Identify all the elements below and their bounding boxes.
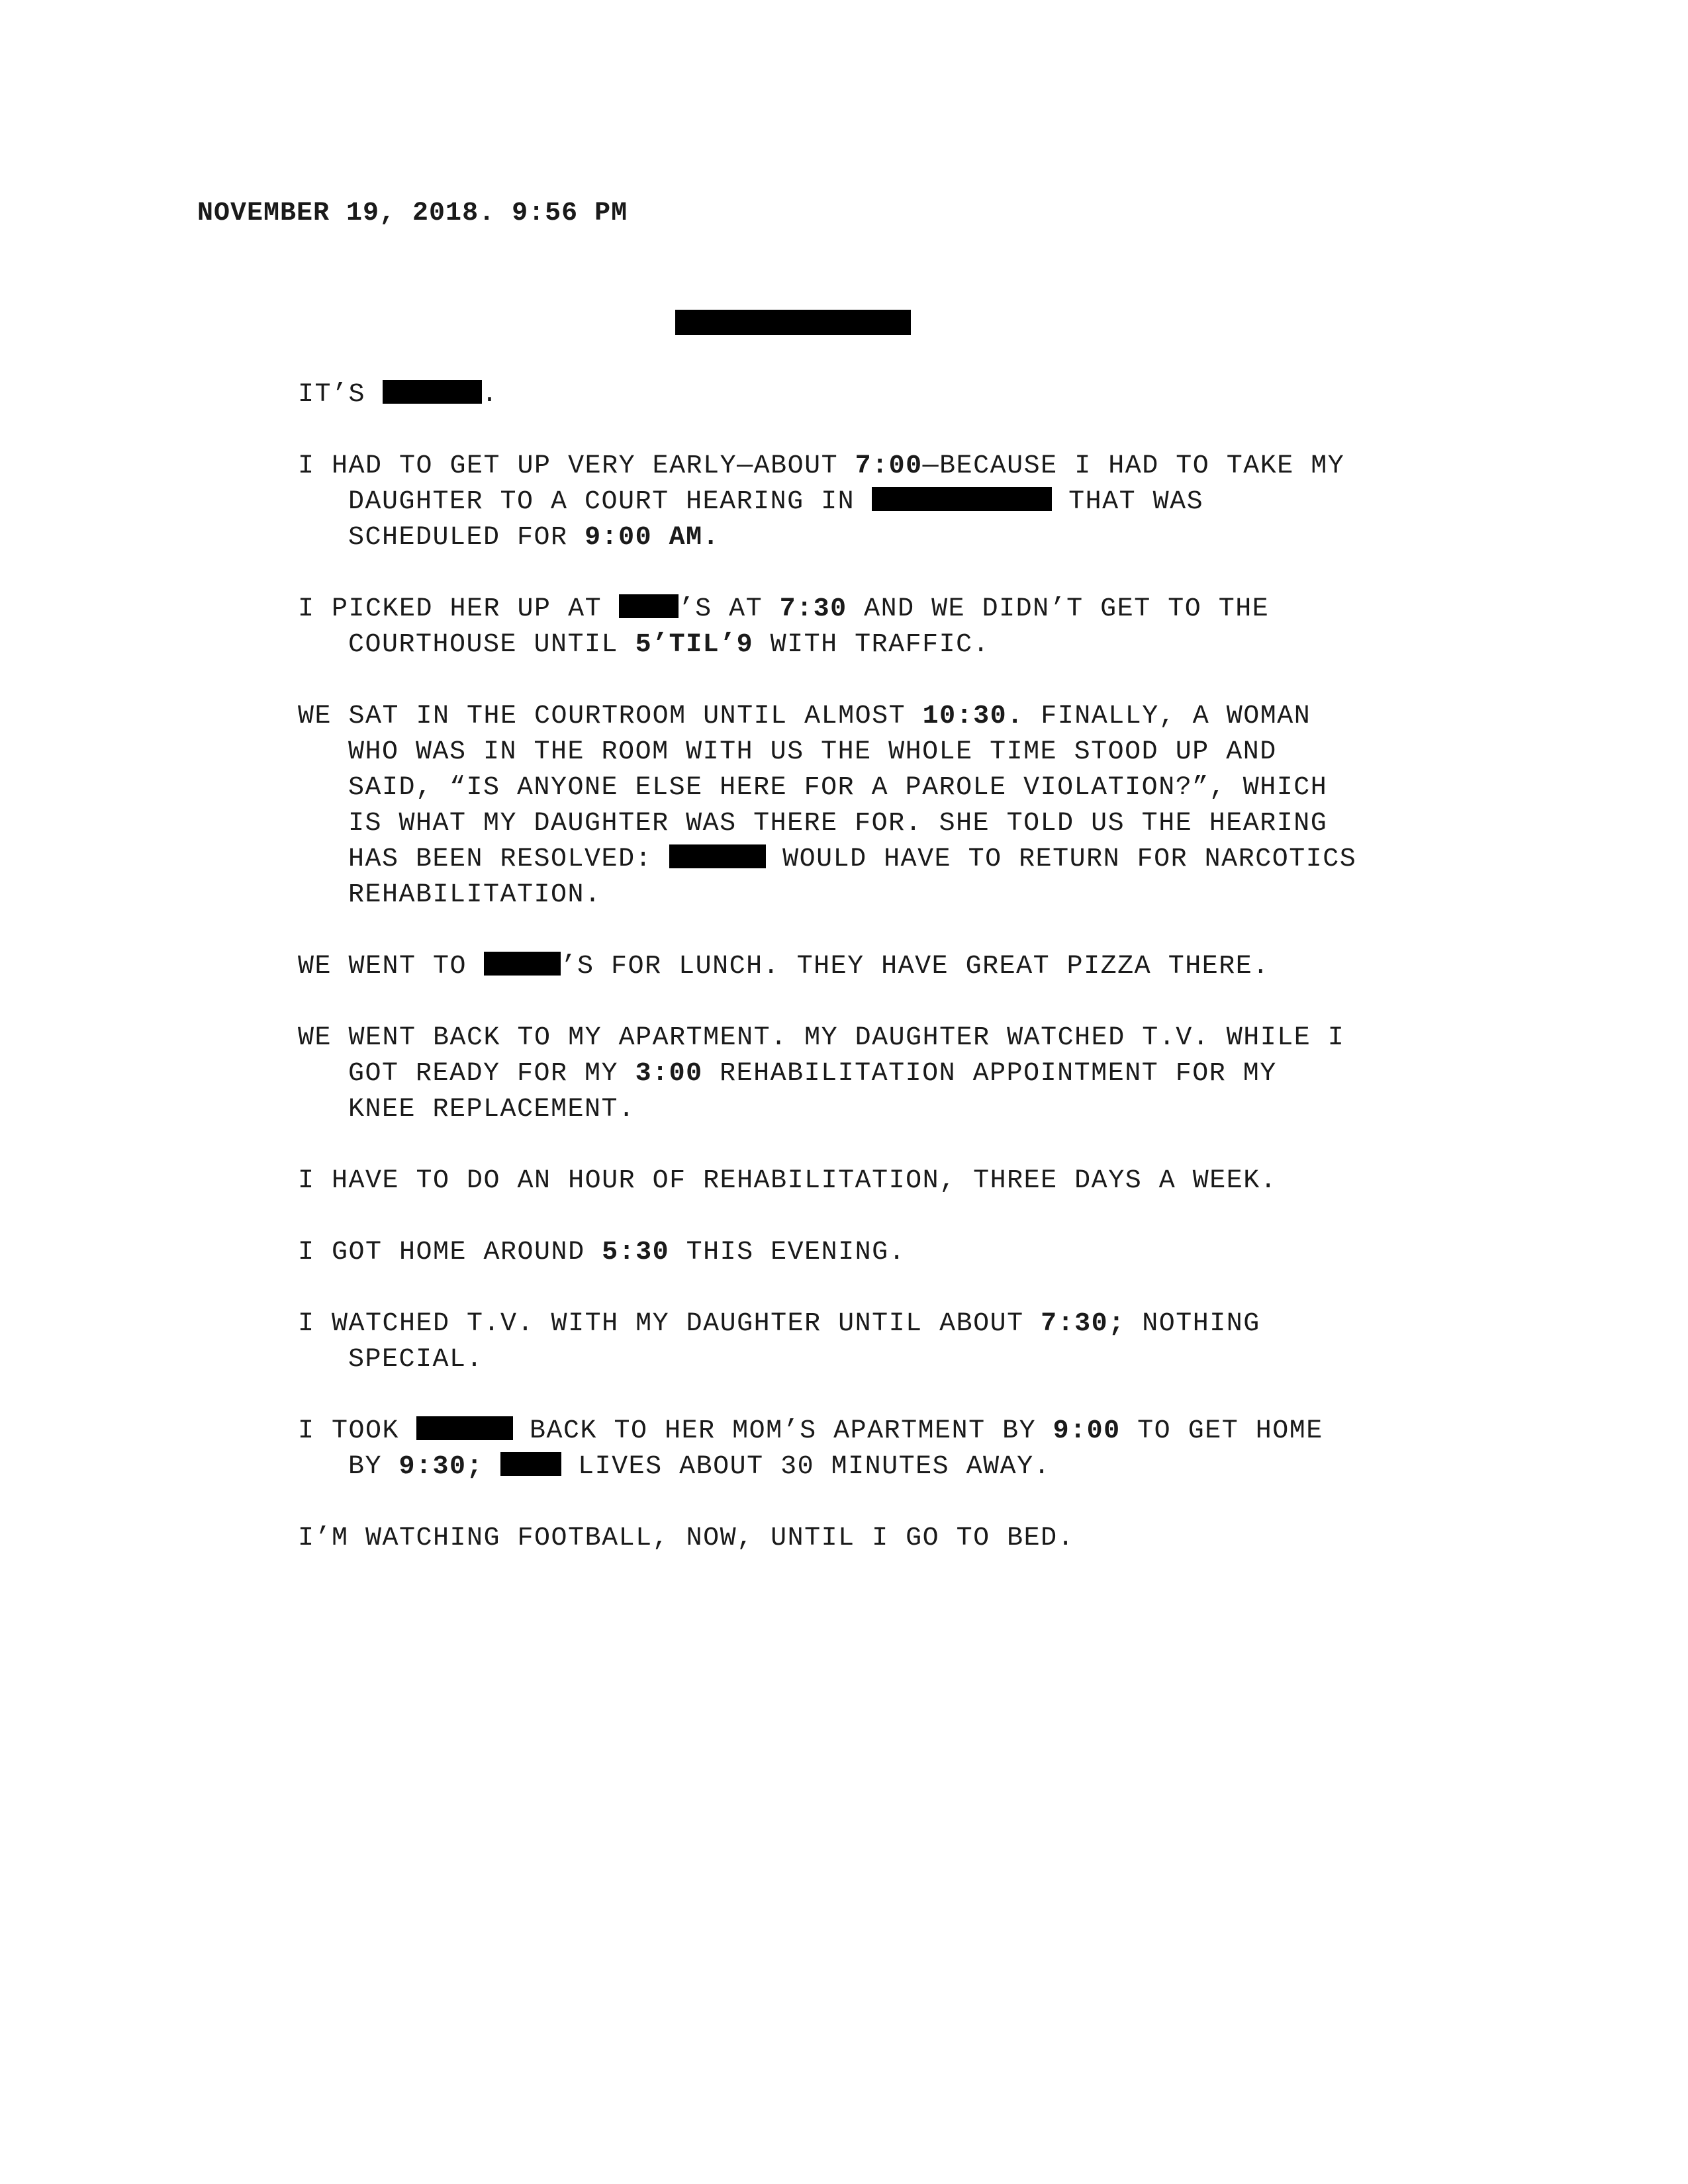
paragraph-text: NOTHING SPECIAL. — [348, 1309, 1260, 1375]
paragraph-text: WE WENT TO — [298, 952, 484, 981]
paragraph-text: —BECAUSE I HAD TO TAKE MY DAUGHTER TO A COURT HEARING IN — [348, 451, 1345, 517]
redaction-bar — [669, 844, 766, 868]
entry-datetime-header: NOVEMBER 19, 2018. 9:56 PM — [197, 199, 628, 228]
paragraph-text: I WATCHED T.V. WITH MY DAUGHTER UNTIL ABOUT — [298, 1309, 1041, 1339]
paragraph-text: I PICKED HER UP AT — [298, 594, 619, 624]
paragraph-text — [483, 1452, 500, 1482]
redaction-bar — [500, 1452, 561, 1476]
bold-time-text: 9:30; — [399, 1452, 484, 1482]
journal-paragraph — [298, 592, 1357, 663]
paragraph-text: FINALLY, A WOMAN WHO WAS IN THE ROOM WITH US THE WHOLE TIME STOOD UP AND SAID, “IS ANYONE ELSE HERE FOR A PAROLE VIOLATION?”, WHICH IS WHAT MY DAUGHTER WAS THERE FOR. SHE TOLD US THE HEARING HAS BEEN RESOLVED: — [348, 702, 1328, 874]
paragraph-text: WOULD HAVE TO RETURN FOR NARCOTICS REHABILITATION. — [348, 844, 1357, 910]
journal-entries — [298, 377, 1357, 1592]
redacted-title-block — [675, 310, 911, 335]
redaction-bar — [416, 1416, 513, 1440]
paragraph-text: I HAVE TO DO AN HOUR OF REHABILITATION, THREE DAYS A WEEK. — [298, 1166, 1278, 1196]
journal-paragraph — [298, 1306, 1357, 1378]
paragraph-text: BACK TO HER MOM’S APARTMENT BY — [512, 1416, 1053, 1446]
journal-paragraph — [298, 699, 1357, 913]
bold-time-text: 5’TIL’9 — [635, 630, 754, 660]
journal-paragraph — [298, 1414, 1357, 1485]
journal-paragraph — [298, 1021, 1357, 1128]
paragraph-text: REHABILITATION APPOINTMENT FOR MY KNEE REPLACEMENT. — [348, 1059, 1277, 1124]
paragraph-text: LIVES ABOUT 30 MINUTES AWAY. — [561, 1452, 1051, 1482]
journal-paragraph — [298, 1521, 1357, 1557]
paragraph-text: WE SAT IN THE COURTROOM UNTIL ALMOST — [298, 702, 923, 731]
paragraph-text: . — [481, 380, 499, 410]
journal-paragraph — [298, 949, 1357, 985]
bold-time-text: 7:30; — [1041, 1309, 1125, 1339]
paragraph-text: I HAD TO GET UP VERY EARLY—ABOUT — [298, 451, 855, 481]
bold-time-text: 10:30. — [922, 702, 1024, 731]
bold-time-text: 9:00 AM. — [585, 523, 720, 553]
paragraph-text: ’S FOR LUNCH. THEY HAVE GREAT PIZZA THERE. — [560, 952, 1270, 981]
paragraph-text: WE WENT BACK TO MY APARTMENT. MY DAUGHTER WATCHED T.V. WHILE I GOT READY FOR MY — [298, 1023, 1345, 1089]
paragraph-text: TO GET HOME BY — [348, 1416, 1323, 1482]
paragraph-text: WITH TRAFFIC. — [753, 630, 990, 660]
redaction-bar — [619, 594, 679, 618]
journal-paragraph — [298, 1163, 1357, 1199]
paragraph-text: ’S AT — [678, 594, 780, 624]
bold-time-text: 7:00 — [855, 451, 923, 481]
bold-time-text: 3:00 — [635, 1059, 703, 1089]
paragraph-text: THIS EVENING. — [669, 1238, 906, 1267]
journal-paragraph — [298, 1235, 1357, 1271]
journal-paragraph — [298, 377, 1357, 413]
paragraph-text: I GOT HOME AROUND — [298, 1238, 602, 1267]
redaction-bar — [872, 487, 1052, 511]
bold-time-text: 9:00 — [1053, 1416, 1121, 1446]
redaction-bar — [484, 952, 561, 976]
paragraph-text: THAT WAS SCHEDULED FOR — [348, 487, 1204, 553]
paragraph-text: AND WE DIDN’T GET TO THE COURTHOUSE UNTIL — [348, 594, 1270, 660]
paragraph-text: I TOOK — [298, 1416, 416, 1446]
paragraph-text: IT’S — [298, 380, 383, 410]
bold-time-text: 7:30 — [779, 594, 847, 624]
paragraph-text: I’M WATCHING FOOTBALL, NOW, UNTIL I GO TO BED. — [298, 1524, 1075, 1553]
bold-time-text: 5:30 — [602, 1238, 670, 1267]
redaction-bar — [383, 380, 482, 404]
journal-paragraph — [298, 449, 1357, 556]
